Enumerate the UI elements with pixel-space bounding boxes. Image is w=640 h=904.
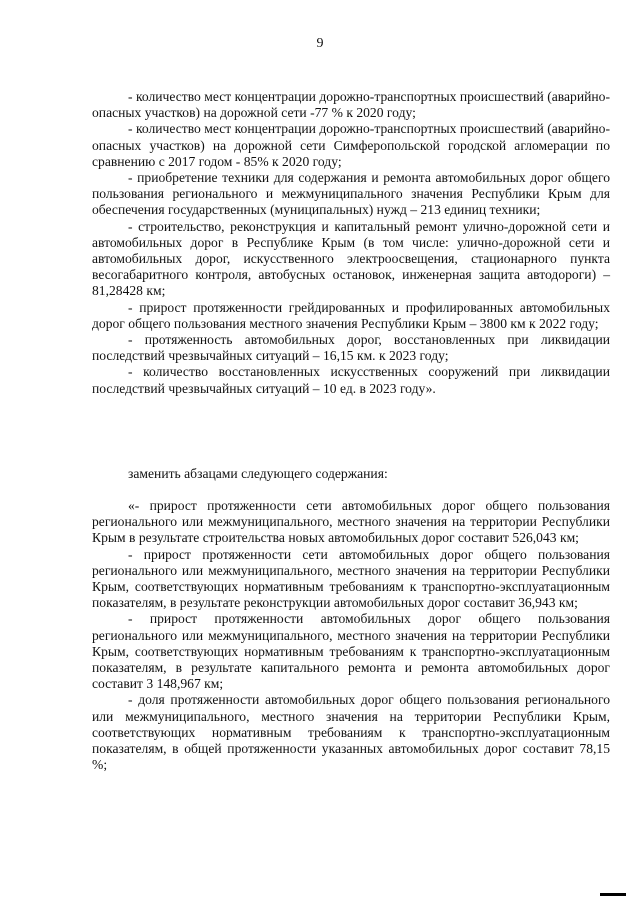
paragraph: - количество восстановленных искусственных сооружений при ликвидации последствий чрезвычайных ситуаций – 10 ед. в 2023 году». — [92, 364, 610, 396]
new-indicators-block — [92, 498, 610, 773]
paragraph: - протяженность автомобильных дорог, восстановленных при ликвидации последствий чрезвычайных ситуаций – 16,15 км. к 2023 году; — [92, 332, 610, 364]
corner-mark — [600, 893, 626, 896]
paragraph: - количество мест концентрации дорожно-транспортных происшествий (аварийно-опасных участков) на дорожной сети -77 % к 2020 году; — [92, 89, 610, 121]
paragraph: - прирост протяженности грейдированных и профилированных автомобильных дорог общего пользования местного значения Республики Крым – 3800 км к 2022 году; — [92, 299, 610, 331]
paragraph: «- прирост протяженности сети автомобильных дорог общего пользования регионального или межмуниципального, местного значения на территории Республики Крым в результате строительства новых автомобильных дорог составит 526,043 км; — [92, 498, 610, 546]
paragraph: - прирост протяженности сети автомобильных дорог общего пользования регионального или межмуниципального, местного значения на территории Республики Крым, соответствующих нормативным требованиям к транспортно-эксплуатационным показателям, в результате реконструкции автомобильных дорог составит 36,943 км; — [92, 546, 610, 611]
replace-instruction: заменить абзацами следующего содержания: — [128, 466, 388, 481]
paragraph: - строительство, реконструкция и капитальный ремонт улично-дорожной сети и автомобильных дорог в Республике Крым (в том числе: улично-дорожной сети и автомобильных дорог, искусственного электроосвещения, стационарного пункта весогабаритного контроля, автобусных остановок, инженерная защита автодороги) – 81,28428 км; — [92, 218, 610, 299]
paragraph: - приобретение техники для содержания и ремонта автомобильных дорог общего пользования регионального и межмуниципального значения Республики Крым для обеспечения государственных (муниципальных) нужд – 213 единиц техники; — [92, 170, 610, 218]
paragraph: - доля протяженности автомобильных дорог общего пользования регионального или межмуниципального, местного значения на территории Республики Крым, соответствующих нормативным требованиям к транспортно-эксплуатационным показателям, в общей протяженности указанных автомобильных дорог составит 78,15 %; — [92, 692, 610, 773]
page-number: 9 — [316, 36, 324, 51]
old-indicators-block — [92, 89, 610, 397]
paragraph: - прирост протяженности автомобильных дорог общего пользования регионального или межмуниципального, местного значения на территории Республики Крым, соответствующих нормативным требованиям к транспортно-эксплуатационным показателям, в результате капитального ремонта и ремонта автомобильных дорог составит 3 148,967 км; — [92, 611, 610, 692]
paragraph: - количество мест концентрации дорожно-транспортных происшествий (аварийно-опасных участков) на дорожной сети Симферопольской городской агломерации по сравнению с 2017 годом - 85% к 2020 году; — [92, 121, 610, 169]
